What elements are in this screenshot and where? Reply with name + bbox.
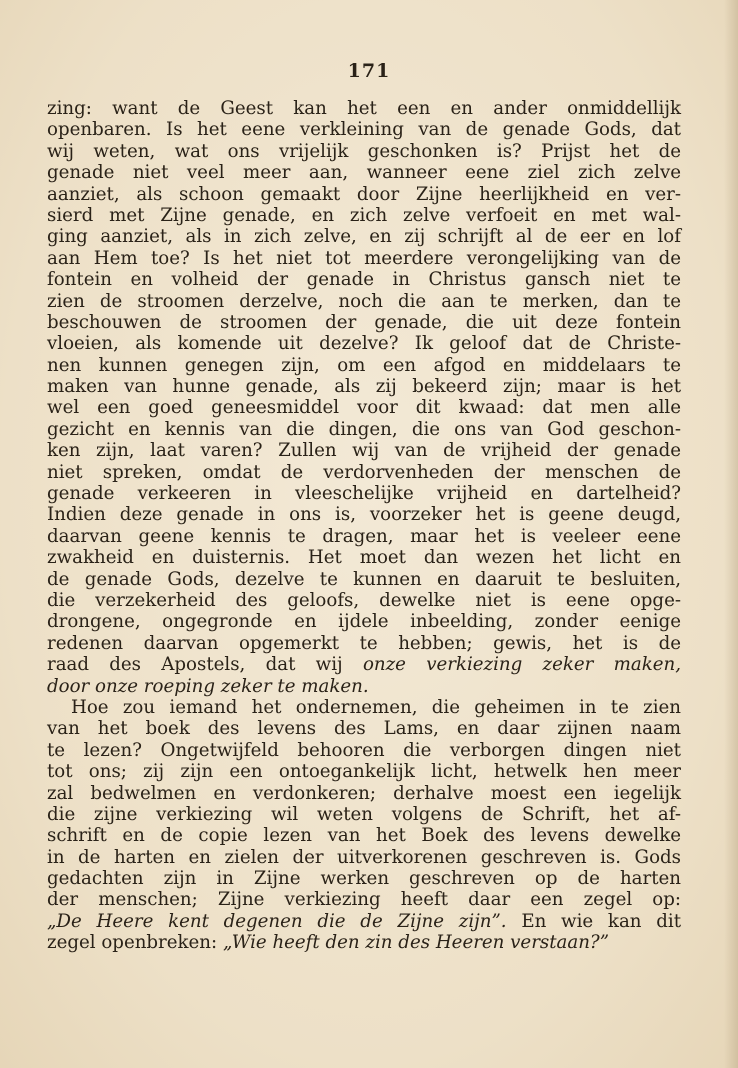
line-text: zwakheid en duisternis. Het moet dan wezen het licht en [47, 547, 681, 569]
text-line [47, 804, 681, 825]
line-text: schrift en de copie lezen van het Boek des levens dewelke [47, 825, 681, 847]
text-line [47, 825, 681, 846]
text-line [47, 569, 681, 590]
text-line [47, 483, 681, 504]
line-text: gedachten zijn in Zijne werken geschreven op de harten [47, 868, 681, 890]
text-line [47, 868, 681, 889]
line-text: daarvan geene kennis te dragen, maar het is veeleer eene [47, 525, 681, 547]
body-text [47, 98, 681, 954]
line-text: gezicht en kennis van die dingen, die ons van God geschon- [47, 418, 681, 440]
text-line [47, 847, 681, 868]
text-line [47, 440, 681, 461]
line-text: sierd met Zijne genade, en zich zelve verfoeit en met wal- [47, 204, 681, 226]
text-line [47, 119, 681, 140]
text-line [47, 911, 681, 932]
line-text: aanziet, als schoon gemaakt door Zijne heerlijkheid en ver- [47, 183, 681, 205]
text-line [47, 355, 681, 376]
line-text: die zijne verkiezing wil weten volgens de Schrift, het af- [47, 803, 681, 825]
line-text: nen kunnen genegen zijn, om een afgod en middelaars te [47, 354, 681, 376]
line-text: te lezen? Ongetwijfeld behooren die verborgen dingen niet [47, 739, 681, 761]
line-text: Hoe zou iemand het ondernemen, die geheimen in te zien [71, 696, 681, 718]
line-italic-text: „Wie heeft den zin des Heeren verstaan?” [222, 932, 609, 954]
line-text: zegel openbreken: [47, 932, 223, 954]
text-line [47, 291, 681, 312]
text-line [47, 376, 681, 397]
text-line [47, 654, 681, 675]
line-text: maken van hunne genade, als zij bekeerd zijn; maar is het [47, 376, 681, 398]
text-line [47, 248, 681, 269]
line-text: aan Hem toe? Is het niet tot meerdere verongelijking van de [47, 247, 681, 269]
text-line [47, 504, 681, 525]
text-line [47, 676, 681, 697]
line-text: openbaren. Is het eene verkleining van de genade Gods, dat [47, 119, 681, 141]
text-line [47, 312, 681, 333]
line-italic-text: door onze roeping zeker te maken. [47, 675, 369, 697]
text-line [47, 333, 681, 354]
text-line [47, 761, 681, 782]
line-text: beschouwen de stroomen der genade, die uit deze fontein [47, 311, 681, 333]
text-line [47, 932, 681, 953]
page-edge-shadow [724, 0, 738, 1068]
line-text: genade niet veel meer aan, wanneer eene ziel zich zelve [47, 162, 681, 184]
line-text: de genade Gods, dezelve te kunnen en daaruit te besluiten, [47, 568, 681, 590]
text-line [47, 269, 681, 290]
line-text: die verzekerheid des geloofs, dewelke niet is eene opge- [47, 589, 681, 611]
line-text: zal bedwelmen en verdonkeren; derhalve moest een iegelijk [47, 782, 681, 804]
text-line [47, 397, 681, 418]
line-text: wij weten, wat ons vrijelijk geschonken is? Prijst het de [47, 140, 681, 162]
text-line [47, 419, 681, 440]
line-text: zing: want de Geest kan het een en ander onmiddellijk [47, 98, 681, 119]
line-text: tot ons; zij zijn een ontoegankelijk licht, hetwelk hen meer [47, 761, 681, 783]
line-text: raad des Apostels, dat wij [47, 654, 363, 676]
text-line [47, 205, 681, 226]
text-line [47, 697, 681, 718]
text-line [47, 590, 681, 611]
line-italic-text: „De Heere kent degenen die de Zijne zijn”. [47, 910, 507, 932]
text-line [47, 526, 681, 547]
line-text: fontein en volheid der genade in Christus gansch niet te [47, 269, 681, 291]
line-text: der menschen; Zijne verkiezing heeft daar een zegel op: [47, 889, 681, 911]
line-text: ging aanziet, als in zich zelve, en zij schrijft al de eer en lof [47, 226, 681, 248]
text-line [47, 611, 681, 632]
line-text: vloeien, als komende uit dezelve? Ik geloof dat de Christe- [47, 333, 681, 355]
page-number: 171 [347, 60, 391, 82]
line-text: zien de stroomen derzelve, noch die aan te merken, dan te [47, 290, 681, 312]
text-line [47, 226, 681, 247]
text-line [47, 184, 681, 205]
text-line [47, 462, 681, 483]
line-text: niet spreken, omdat de verdorvenheden der menschen de [47, 461, 681, 483]
text-line [47, 162, 681, 183]
line-text: wel een goed geneesmiddel voor dit kwaad: dat men alle [47, 397, 681, 419]
line-text: ken zijn, laat varen? Zullen wij van de vrijheid der genade [47, 440, 681, 462]
line-text: Indien deze genade in ons is, voorzeker het is geene deugd, [47, 504, 681, 526]
line-text: genade verkeeren in vleeschelijke vrijheid en dartelheid? [47, 483, 681, 505]
text-line [47, 98, 681, 119]
line-text: drongene, ongegronde en ijdele inbeelding, zonder eenige [47, 611, 681, 633]
line-italic-text: onze verkiezing zeker maken, [362, 654, 681, 676]
text-line [47, 783, 681, 804]
text-line [47, 740, 681, 761]
line-text: van het boek des levens des Lams, en daar zijnen naam [47, 718, 681, 740]
text-line [47, 633, 681, 654]
text-line [47, 141, 681, 162]
line-text-after: En wie kan dit [506, 910, 682, 932]
line-text: in de harten en zielen der uitverkorenen geschreven is. Gods [47, 846, 681, 868]
line-text: redenen daarvan opgemerkt te hebben; gewis, het is de [47, 632, 681, 654]
text-line [47, 889, 681, 910]
text-line [47, 547, 681, 568]
text-line [47, 718, 681, 739]
